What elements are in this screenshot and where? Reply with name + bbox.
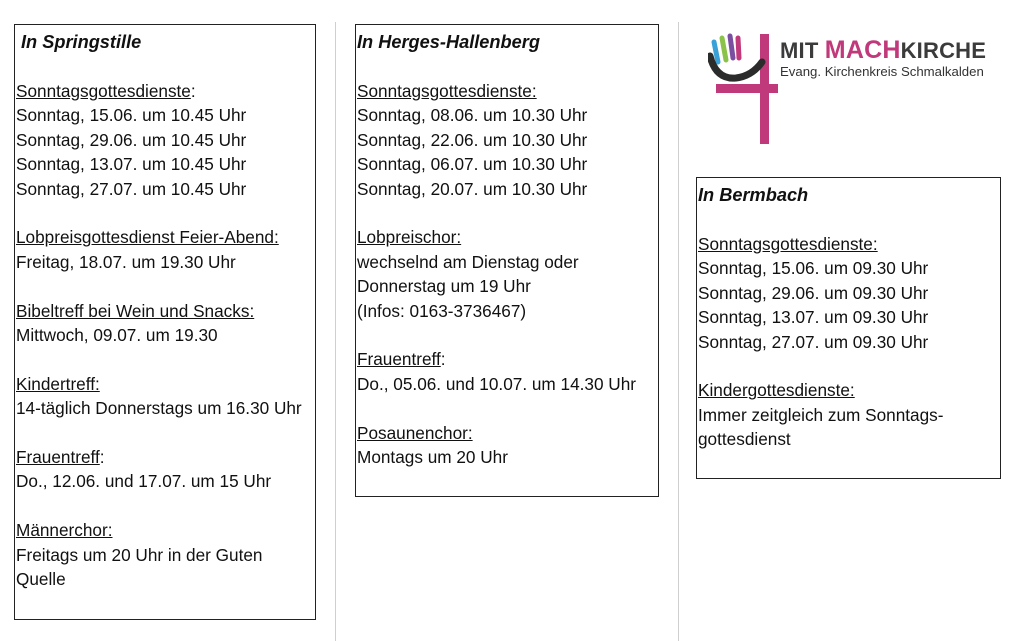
- schedule-line: Sonntag, 13.07. um 09.30 Uhr: [698, 307, 929, 328]
- schedule-line: Mittwoch, 09.07. um 19.30: [16, 325, 218, 346]
- logo-word-mach: MACH: [824, 36, 901, 64]
- schedule-section: [16, 372, 313, 421]
- schedule-section: [16, 518, 313, 591]
- section-heading: [698, 232, 998, 256]
- schedule-line: Sonntag, 22.06. um 10.30 Uhr: [357, 129, 588, 150]
- schedule-line: Sonntag, 06.07. um 10.30 Uhr: [357, 154, 588, 175]
- schedule-line: Sonntag, 20.07. um 10.30 Uhr: [357, 178, 588, 199]
- bermbach-box: [696, 177, 1001, 479]
- section-heading-text: Frauentreff: [16, 447, 100, 468]
- schedule-line: Do., 05.06. und 10.07. um 14.30 Uhr: [357, 373, 637, 394]
- section-heading: [16, 79, 313, 103]
- schedule-line: Donnerstag um 19 Uhr: [357, 276, 531, 297]
- schedule-section: [698, 378, 998, 451]
- logo-wordmark: [780, 36, 986, 65]
- schedule-section: [16, 225, 313, 274]
- section-heading-text: Posaunenchor:: [357, 422, 473, 443]
- section-heading: [16, 372, 313, 396]
- schedule-line: wechselnd am Dienstag oder: [357, 251, 579, 272]
- section-heading-text: Sonntagsgottesdienste:: [698, 234, 878, 254]
- schedule-section: [16, 445, 313, 494]
- schedule-line: Do., 12.06. und 17.07. um 15 Uhr: [16, 471, 272, 492]
- section-heading: [16, 445, 313, 469]
- section-heading-text: Bibeltreff bei Wein und Snacks:: [16, 300, 255, 321]
- section-heading-text: Männerchor:: [16, 520, 113, 541]
- herges-hallenberg-sections: [357, 79, 656, 469]
- schedule-line: Sonntag, 27.07. um 10.45 Uhr: [16, 178, 247, 199]
- schedule-section: [357, 347, 656, 396]
- column-separator-right: [678, 22, 679, 641]
- springstille-title: In Springstille: [21, 32, 142, 52]
- schedule-section: [357, 225, 656, 323]
- section-heading-text: Kindertreff:: [16, 373, 100, 394]
- herges-hallenberg-title: In Herges-Hallenberg: [357, 32, 540, 52]
- schedule-section: [16, 299, 313, 348]
- section-heading-suffix: :: [99, 447, 105, 468]
- springstille-sections: [16, 79, 313, 591]
- section-heading-text: Sonntagsgottesdienste: [16, 81, 191, 101]
- schedule-section: [357, 79, 656, 201]
- section-heading-suffix: :: [440, 349, 446, 370]
- schedule-line: Sonntag, 15.06. um 10.45 Uhr: [16, 105, 247, 126]
- springstille-box: [14, 24, 316, 620]
- schedule-line: Sonntag, 29.06. um 09.30 Uhr: [698, 282, 929, 303]
- schedule-line: Sonntag, 13.07. um 10.45 Uhr: [16, 154, 247, 175]
- section-heading-text: Kindergottesdienste:: [698, 380, 855, 401]
- schedule-line: Sonntag, 08.06. um 10.30 Uhr: [357, 105, 588, 126]
- section-heading: [357, 347, 656, 371]
- section-heading-text: Lobpreischor:: [357, 227, 462, 248]
- schedule-line: Sonntag, 27.07. um 09.30 Uhr: [698, 331, 929, 352]
- schedule-line: Sonntag, 29.06. um 10.45 Uhr: [16, 129, 247, 150]
- bermbach-sections: [698, 232, 998, 452]
- mitmachkirche-logo: [708, 28, 988, 148]
- schedule-line: Montags um 20 Uhr: [357, 447, 508, 468]
- logo-subtitle: Evang. Kirchenkreis Schmalkalden: [780, 64, 984, 79]
- section-heading: [357, 79, 656, 103]
- section-heading-suffix: :: [190, 81, 196, 101]
- schedule-line: 14-täglich Donnerstags um 16.30 Uhr: [16, 398, 302, 419]
- schedule-section: [698, 232, 998, 354]
- herges-hallenberg-box: [355, 24, 659, 497]
- section-heading: [698, 378, 998, 402]
- section-heading-text: Frauentreff: [357, 349, 441, 370]
- logo-word-mit: MIT: [780, 38, 819, 63]
- schedule-section: [16, 79, 313, 201]
- schedule-line: Immer zeitgleich zum Sonntags-: [698, 404, 944, 425]
- bermbach-title: In Bermbach: [698, 185, 809, 205]
- section-heading: [357, 225, 656, 249]
- section-heading: [16, 299, 313, 323]
- cross-hand-icon: [708, 28, 778, 148]
- section-heading: [16, 225, 313, 249]
- schedule-line: gottesdienst: [698, 429, 791, 450]
- column-separator-left: [335, 22, 336, 641]
- schedule-line: (Infos: 0163-3736467): [357, 300, 527, 321]
- section-heading: [16, 518, 313, 542]
- section-heading: [357, 421, 656, 445]
- logo-word-kirche: KIRCHE: [900, 38, 987, 63]
- schedule-line: Freitag, 18.07. um 19.30 Uhr: [16, 251, 236, 272]
- schedule-line: Freitags um 20 Uhr in der Guten Quelle: [16, 544, 263, 590]
- schedule-section: [357, 421, 656, 470]
- section-heading-text: Lobpreisgottesdienst Feier-Abend:: [16, 227, 279, 248]
- section-heading-text: Sonntagsgottesdienste:: [357, 81, 537, 101]
- schedule-line: Sonntag, 15.06. um 09.30 Uhr: [698, 258, 929, 279]
